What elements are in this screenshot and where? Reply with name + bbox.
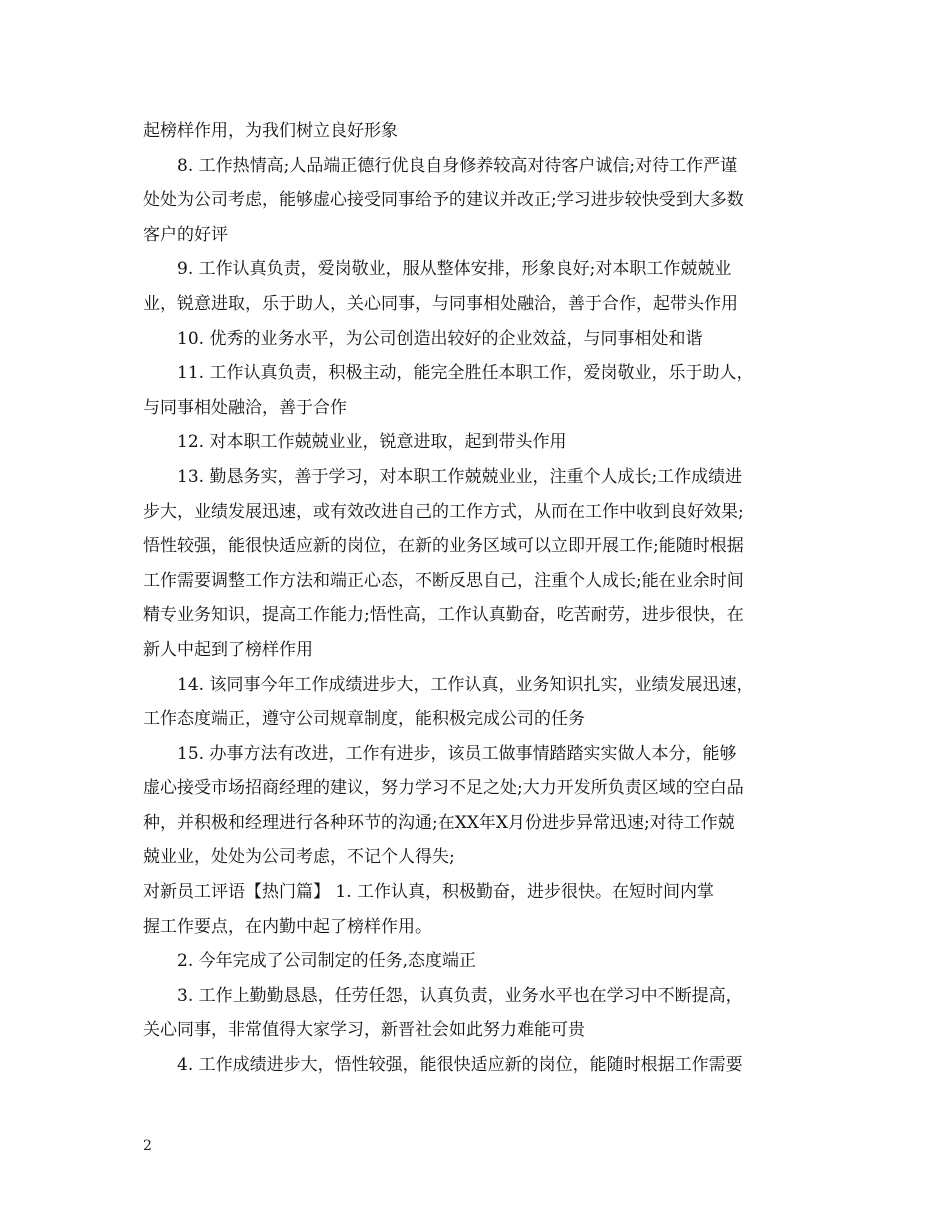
text-line: 处处为公司考虑，能够虚心接受同事给予的建议并改正;学习进步较快受到大多数	[143, 190, 744, 211]
text-line: 8. 工作热情高;人品端正德行优良自身修养较高对待客户诚信;对待工作严谨	[177, 155, 738, 176]
text-line: 3. 工作上勤勤恳恳，任劳任怨，认真负责，业务水平也在学习中不断提高，	[177, 985, 743, 1006]
document-body	[143, 114, 823, 1083]
text-line: 4. 工作成绩进步大，悟性较强，能很快适应新的岗位，能随时根据工作需要	[177, 1055, 743, 1076]
text-line: 关心同事，非常值得大家学习，新晋社会如此努力难能可贵	[143, 1020, 585, 1041]
text-line: 步大，业绩发展迅速，或有效改进自己的工作方式，从而在工作中收到良好效果;	[143, 501, 744, 522]
text-line: 握工作要点，在内勤中起了榜样作用。	[143, 916, 432, 937]
text-line: 起榜样作用，为我们树立良好形象	[143, 121, 398, 141]
text-line: 15. 办事方法有改进，工作有进步，该员工做事情踏踏实实做人本分，能够	[177, 743, 737, 764]
page-number: 2	[143, 1138, 152, 1154]
text-line: 客户的好评	[143, 224, 228, 245]
text-line: 悟性较强，能很快适应新的岗位，在新的业务区域可以立即开展工作;能随时根据	[143, 536, 744, 557]
text-line: 兢业业，处处为公司考虑，不记个人得失;	[143, 847, 455, 868]
text-line: 12. 对本职工作兢兢业业，锐意进取，起到带头作用	[177, 432, 567, 453]
text-line: 14. 该同事今年工作成绩进步大，工作认真，业务知识扎实，业绩发展迅速，	[177, 674, 754, 695]
text-line: 种，并积极和经理进行各种环节的沟通;在XX年X月份进步异常迅速;对待工作兢	[143, 812, 735, 833]
text-line: 对新员工评语【热门篇】 1. 工作认真，积极勤奋，进步很快。在短时间内掌	[143, 882, 715, 903]
text-line: 工作态度端正，遵守公司规章制度，能积极完成公司的任务	[143, 709, 585, 730]
text-line: 精专业务知识，提高工作能力;悟性高，工作认真勤奋，吃苦耐劳，进步很快，在	[143, 605, 744, 626]
text-line: 9. 工作认真负责，爱岗敬业，服从整体安排，形象良好;对本职工作兢兢业	[177, 259, 732, 280]
text-line: 工作需要调整工作方法和端正心态，不断反思自己，注重个人成长;能在业余时间	[143, 570, 744, 591]
text-line: 业，锐意进取，乐于助人，关心同事，与同事相处融洽，善于合作，起带头作用	[143, 293, 738, 314]
text-line: 11. 工作认真负责，积极主动，能完全胜任本职工作，爱岗敬业，乐于助人，	[177, 363, 754, 384]
text-line: 13. 勤恳务实，善于学习，对本职工作兢兢业业，注重个人成长;工作成绩进	[177, 466, 743, 487]
text-line: 10. 优秀的业务水平，为公司创造出较好的企业效益，与同事相处和谐	[177, 328, 703, 349]
text-line: 2. 今年完成了公司制定的任务,态度端正	[177, 951, 477, 972]
text-line: 与同事相处融洽，善于合作	[143, 397, 347, 418]
text-line: 虚心接受市场招商经理的建议，努力学习不足之处;大力开发所负责区域的空白品	[143, 778, 744, 799]
text-line: 新人中起到了榜样作用	[143, 639, 313, 660]
